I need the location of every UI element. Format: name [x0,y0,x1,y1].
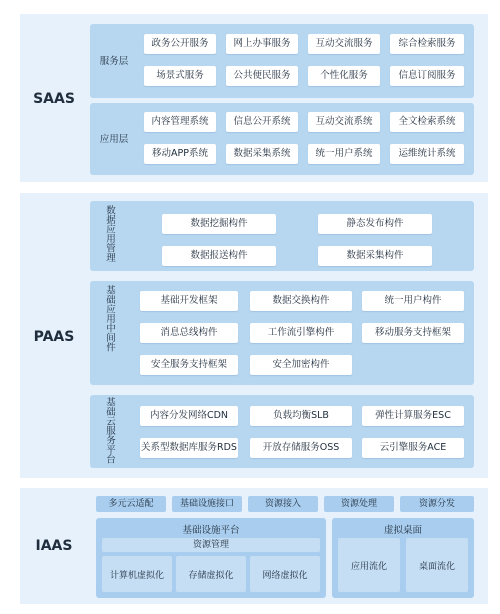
middleware-item: 工作流引擎构件 [250,323,352,343]
app-layer-label: 应用层 [99,134,129,145]
resource-mgmt-bar: 资源管理 [102,538,320,552]
service-layer-label: 服务层 [99,56,129,67]
app-item: 互动交流系统 [308,112,380,132]
middleware-item: 消息总线构件 [140,323,238,343]
infra-item-label: 网络虚拟化 [262,570,308,581]
infra-item-label: 计算机虚拟化 [109,570,164,581]
app-item: 运维统计系统 [390,144,464,164]
service-item: 个性化服务 [308,66,380,86]
infra-platform-title: 基础设施平台 [182,525,240,536]
cloud-item: 关系型数据库服务RDS [140,438,238,458]
middleware-item: 安全加密构件 [250,355,352,375]
iaas-chip: 资源分发 [400,496,474,512]
infra-item [176,556,246,592]
data-app-item: 数据报送构件 [162,246,276,266]
iaas-layer [20,488,488,604]
cloud-item: 云引擎服务ACE [362,438,464,458]
app-item: 信息公开系统 [226,112,298,132]
service-item: 信息订阅服务 [390,66,464,86]
desktop-item [338,538,400,592]
service-item: 互动交流服务 [308,34,380,54]
data-app-item: 数据采集构件 [318,246,432,266]
middleware-item: 基础开发框架 [140,291,238,311]
infra-platform-panel [96,518,326,598]
service-item: 政务公开服务 [144,34,216,54]
app-item: 内容管理系统 [144,112,216,132]
middleware-item: 数据交换构件 [250,291,352,311]
cloud-item: 弹性计算服务ESC [362,406,464,426]
app-item: 移动APP系统 [144,144,216,164]
paas-layer [20,193,488,478]
service-item: 综合检索服务 [390,34,464,54]
basic-middleware-label: 基础应用中间件 [104,285,115,352]
app-item: 全文检索系统 [390,112,464,132]
data-app-item: 静态发布构件 [318,214,432,234]
desktop-item [406,538,468,592]
infra-item [250,556,320,592]
middleware-item: 安全服务支持框架 [140,355,238,375]
cloud-item: 内容分发网络CDN [140,406,238,426]
data-app-mgmt-group [90,201,474,271]
middleware-item: 统一用户构件 [362,291,464,311]
cloud-platform-label: 基础云服务平台 [104,397,115,464]
iaas-chip: 资源接入 [248,496,318,512]
app-item: 统一用户系统 [308,144,380,164]
iaas-label: IAAS [35,538,73,554]
saas-layer [20,14,488,182]
saas-label: SAAS [33,91,75,107]
cloud-platform-group [90,395,474,468]
infra-item-label: 存储虚拟化 [188,570,234,581]
desktop-item-label: 桌面流化 [418,561,455,572]
virtual-desktop-panel [332,518,474,598]
iaas-chip: 资源处理 [324,496,394,512]
data-app-mgmt-label: 数据应用管理 [104,205,115,262]
iaas-chip: 基础设施接口 [172,496,242,512]
basic-middleware-group [90,281,474,385]
desktop-item-label: 应用流化 [350,561,387,572]
middleware-item: 移动服务支持框架 [362,323,464,343]
app-layer-group [90,103,474,175]
service-item: 公共便民服务 [226,66,298,86]
service-layer-group [90,24,474,98]
paas-label: PAAS [33,329,75,345]
data-app-item: 数据挖掘构件 [162,214,276,234]
cloud-item: 负载均衡SLB [250,406,352,426]
iaas-chip: 多元云适配 [96,496,166,512]
service-item: 场景式服务 [144,66,216,86]
app-item: 数据采集系统 [226,144,298,164]
virtual-desktop-title: 虚拟桌面 [383,525,422,536]
infra-item [102,556,172,592]
cloud-item: 开放存储服务OSS [250,438,352,458]
service-item: 网上办事服务 [226,34,298,54]
